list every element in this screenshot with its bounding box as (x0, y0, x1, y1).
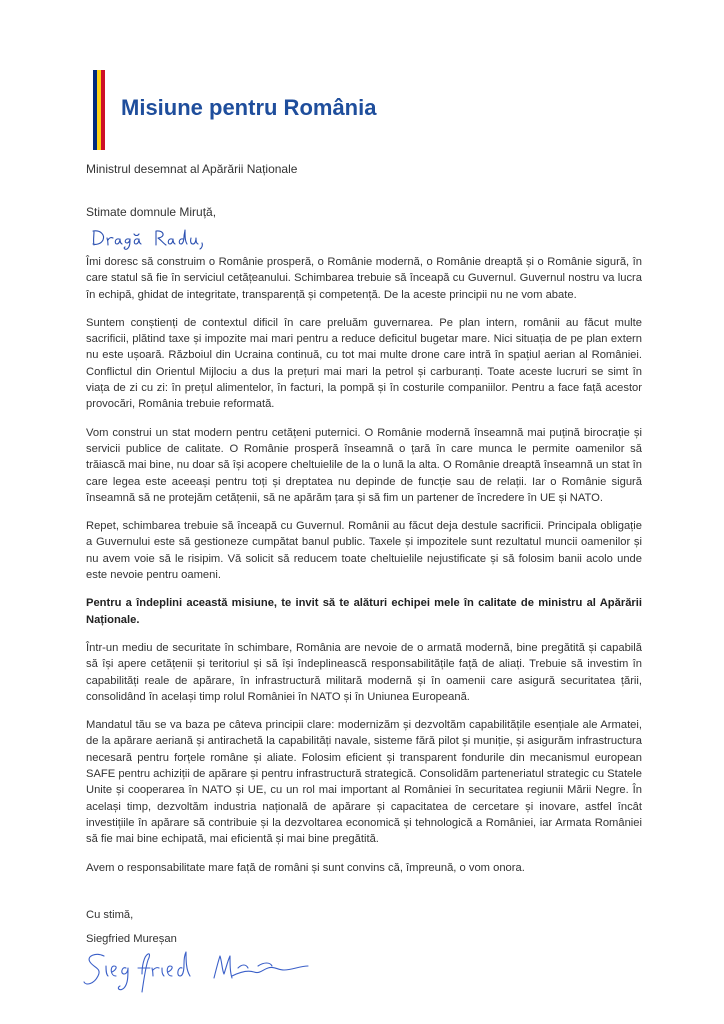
letter-subtitle: Ministrul desemnat al Apărării Naționale (86, 162, 298, 176)
salutation: Stimate domnule Miruță, (86, 205, 217, 219)
letter-body (86, 254, 642, 888)
paragraph: Repet, schimbarea trebuie să înceapă cu Guvernul. Românii au făcut deja destule sacrificii. Principala obligație a Guvernului este să gestioneze cumpătat banul public. Taxele și impozitele sunt rezultatul muncii oamenilor și nu avem voie să le risipim. Vă solicit să reducem toate cheltuielile nejustificate și să folosim banii acolo unde este nevoie pentru oameni. (86, 520, 642, 582)
paragraph: Îmi doresc să construim o Românie prosperă, o Românie modernă, o Românie dreaptă și o Românie sigură, în care statul să fie în serviciul cetățeanului. Schimbarea trebuie să înceapă cu Guvernul. Guvernul nostru va lucra în echipă, ghidat de integritate, transparență și competență. De la aceste principii nu ne vom abate. (86, 256, 642, 301)
page-title: Misiune pentru România (121, 95, 377, 120)
romanian-flag-bar (93, 70, 105, 150)
invitation-paragraph: Pentru a îndeplini această misiune, te invit să te alături echipei mele în calitate de ministru al Apărării Naționale. (86, 597, 642, 626)
handwritten-signature (82, 948, 318, 996)
paragraph: Suntem conștienți de contextul dificil în care preluăm guvernarea. Pe plan intern, românii au făcut multe sacrificii, plătind taxe și impozite mai mari pentru a reduce deficitul bugetar mare. Nici situația de pe plan extern nu este ușoară. Războiul din Ucraina continuă, cu tot mai multe drone care intră în spațiul aerian al României. Conflictul din Orientul Mijlociu a dus la prețuri mai mari la petrol și carburanți. Toate aceste lucruri se simt în viața de zi cu zi: în prețul alimentelor, în facturi, la pompă și în costurile companiilor. Pentru a face față acestor provocări, România trebuie reformată. (86, 316, 642, 411)
closing: Cu stimă, (86, 909, 134, 921)
paragraph: Vom construi un stat modern pentru cetățeni puternici. O Românie modernă înseamnă mai puțină birocrație și servicii publice de calitate. O Românie prosperă înseamnă o țară în care munca le permite oamenilor să trăiască mai bine, nu doar să își acopere cheltuielile de la o lună la alta. O Românie dreaptă înseamnă un stat în care legea este aceeași pentru toți și dreptatea nu depinde de funcție sau de relații. Iar o Românie sigură înseamnă să ne protejăm cetățenii, să ne apărăm țara și să fim un partener de încredere în UE și NATO. (86, 426, 642, 504)
flag-stripe-red (101, 70, 105, 150)
paragraph: Într-un mediu de securitate în schimbare, România are nevoie de o armată modernă, bine pregătită și capabilă să își apere cetățenii și teritoriul și să își îndeplinească responsabilitățile față de aliați. Trebuie să investim în capabilități reale de apărare, în infrastructură militară modernă și în oamenii care asigură securitatea țării, consolidând în același timp rolul României în NATO și în Uniunea Europeană. (86, 641, 642, 703)
paragraph: Avem o responsabilitate mare față de români și sunt convins că, împreună, o vom onora. (86, 861, 525, 874)
signer-name: Siegfried Mureșan (86, 933, 177, 945)
handwritten-salutation-dragă-radu (90, 225, 210, 251)
paragraph: Mandatul tău se va baza pe câteva principii clare: modernizăm și dezvoltăm capabilitățile esențiale ale Armatei, de la apărare aeriană și antirachetă la capabilități navale, sisteme fără pilot și muniție, și asigurăm infrastructura necesară pentru forțele române și aliate. Folosim eficient și transparent fondurile din mecanismul european SAFE pentru achiziții de apărare și pentru infrastructură strategică. Consolidăm parteneriatul strategic cu Statele Unite și cooperarea în NATO și UE, cu un rol mai important al României în securitatea regiunii Mării Negre. În același timp, dezvoltăm industria națională de apărare și capacitatea de cercetare și inovare, astfel încât investițiile în apărare să contribuie și la dezvoltarea economică și tehnologică a României, iar Armata României să fie mai bine echipată, mai eficientă și mai bine pregătită. (86, 719, 642, 846)
